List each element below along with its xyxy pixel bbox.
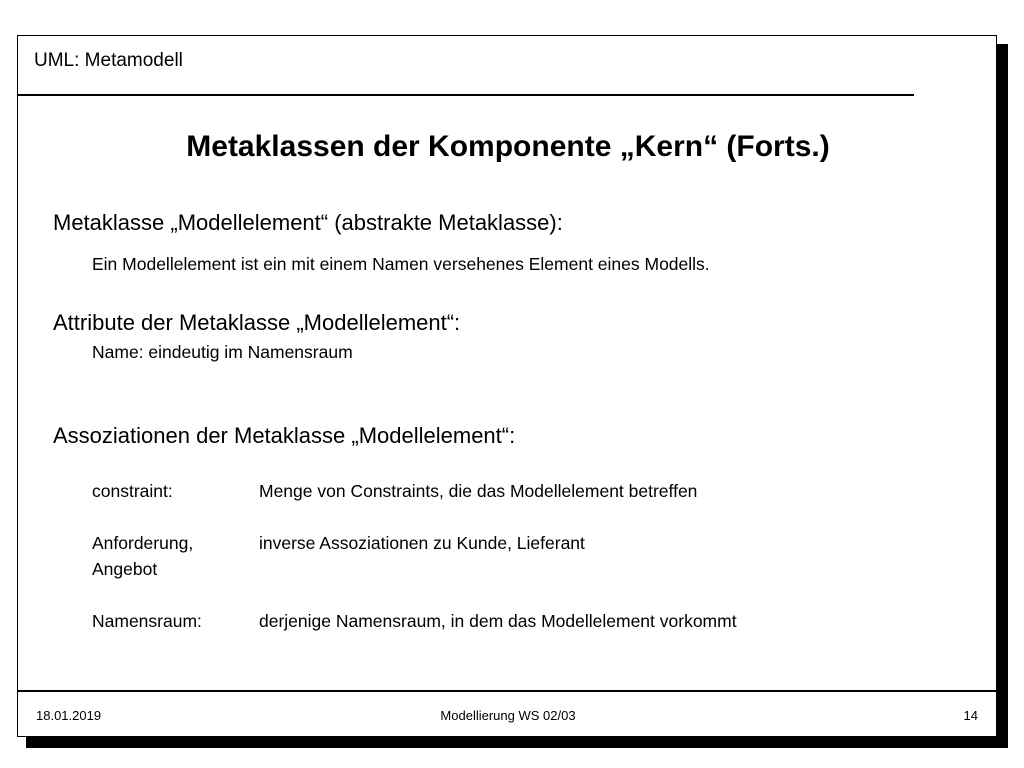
slide-title: Metaklassen der Komponente „Kern“ (Forts.) <box>186 130 830 163</box>
footer-course: Modellierung WS 02/03 <box>440 708 576 723</box>
association-term-namensraum: Namensraum: <box>92 611 202 631</box>
footer-divider <box>18 690 996 692</box>
footer-date: 18.01.2019 <box>36 708 102 723</box>
association-description-namensraum: derjenige Namensraum, in dem das Modellelement vorkommt <box>259 611 737 631</box>
association-description-anforderung: inverse Assoziationen zu Kunde, Lieferant <box>259 533 585 553</box>
definition-text: Ein Modellelement ist ein mit einem Namen versehenes Element eines Modells. <box>92 254 710 274</box>
attribute-text: Name: eindeutig im Namensraum <box>92 342 353 362</box>
association-term-anforderung: Anforderung, Angebot <box>92 533 194 579</box>
header-divider <box>18 94 914 96</box>
page-number: 14 <box>963 708 978 723</box>
slide <box>17 35 997 737</box>
definition-heading: Metaklasse „Modellelement“ (abstrakte Metaklasse): <box>53 210 563 235</box>
associations-heading: Assoziationen der Metaklasse „Modellelement“: <box>53 423 516 448</box>
association-term-constraint: constraint: <box>92 481 173 501</box>
header-title: UML: Metamodell <box>34 50 183 71</box>
attributes-heading: Attribute der Metaklasse „Modellelement“: <box>53 310 461 335</box>
association-description-constraint: Menge von Constraints, die das Modellelement betreffen <box>259 481 698 501</box>
